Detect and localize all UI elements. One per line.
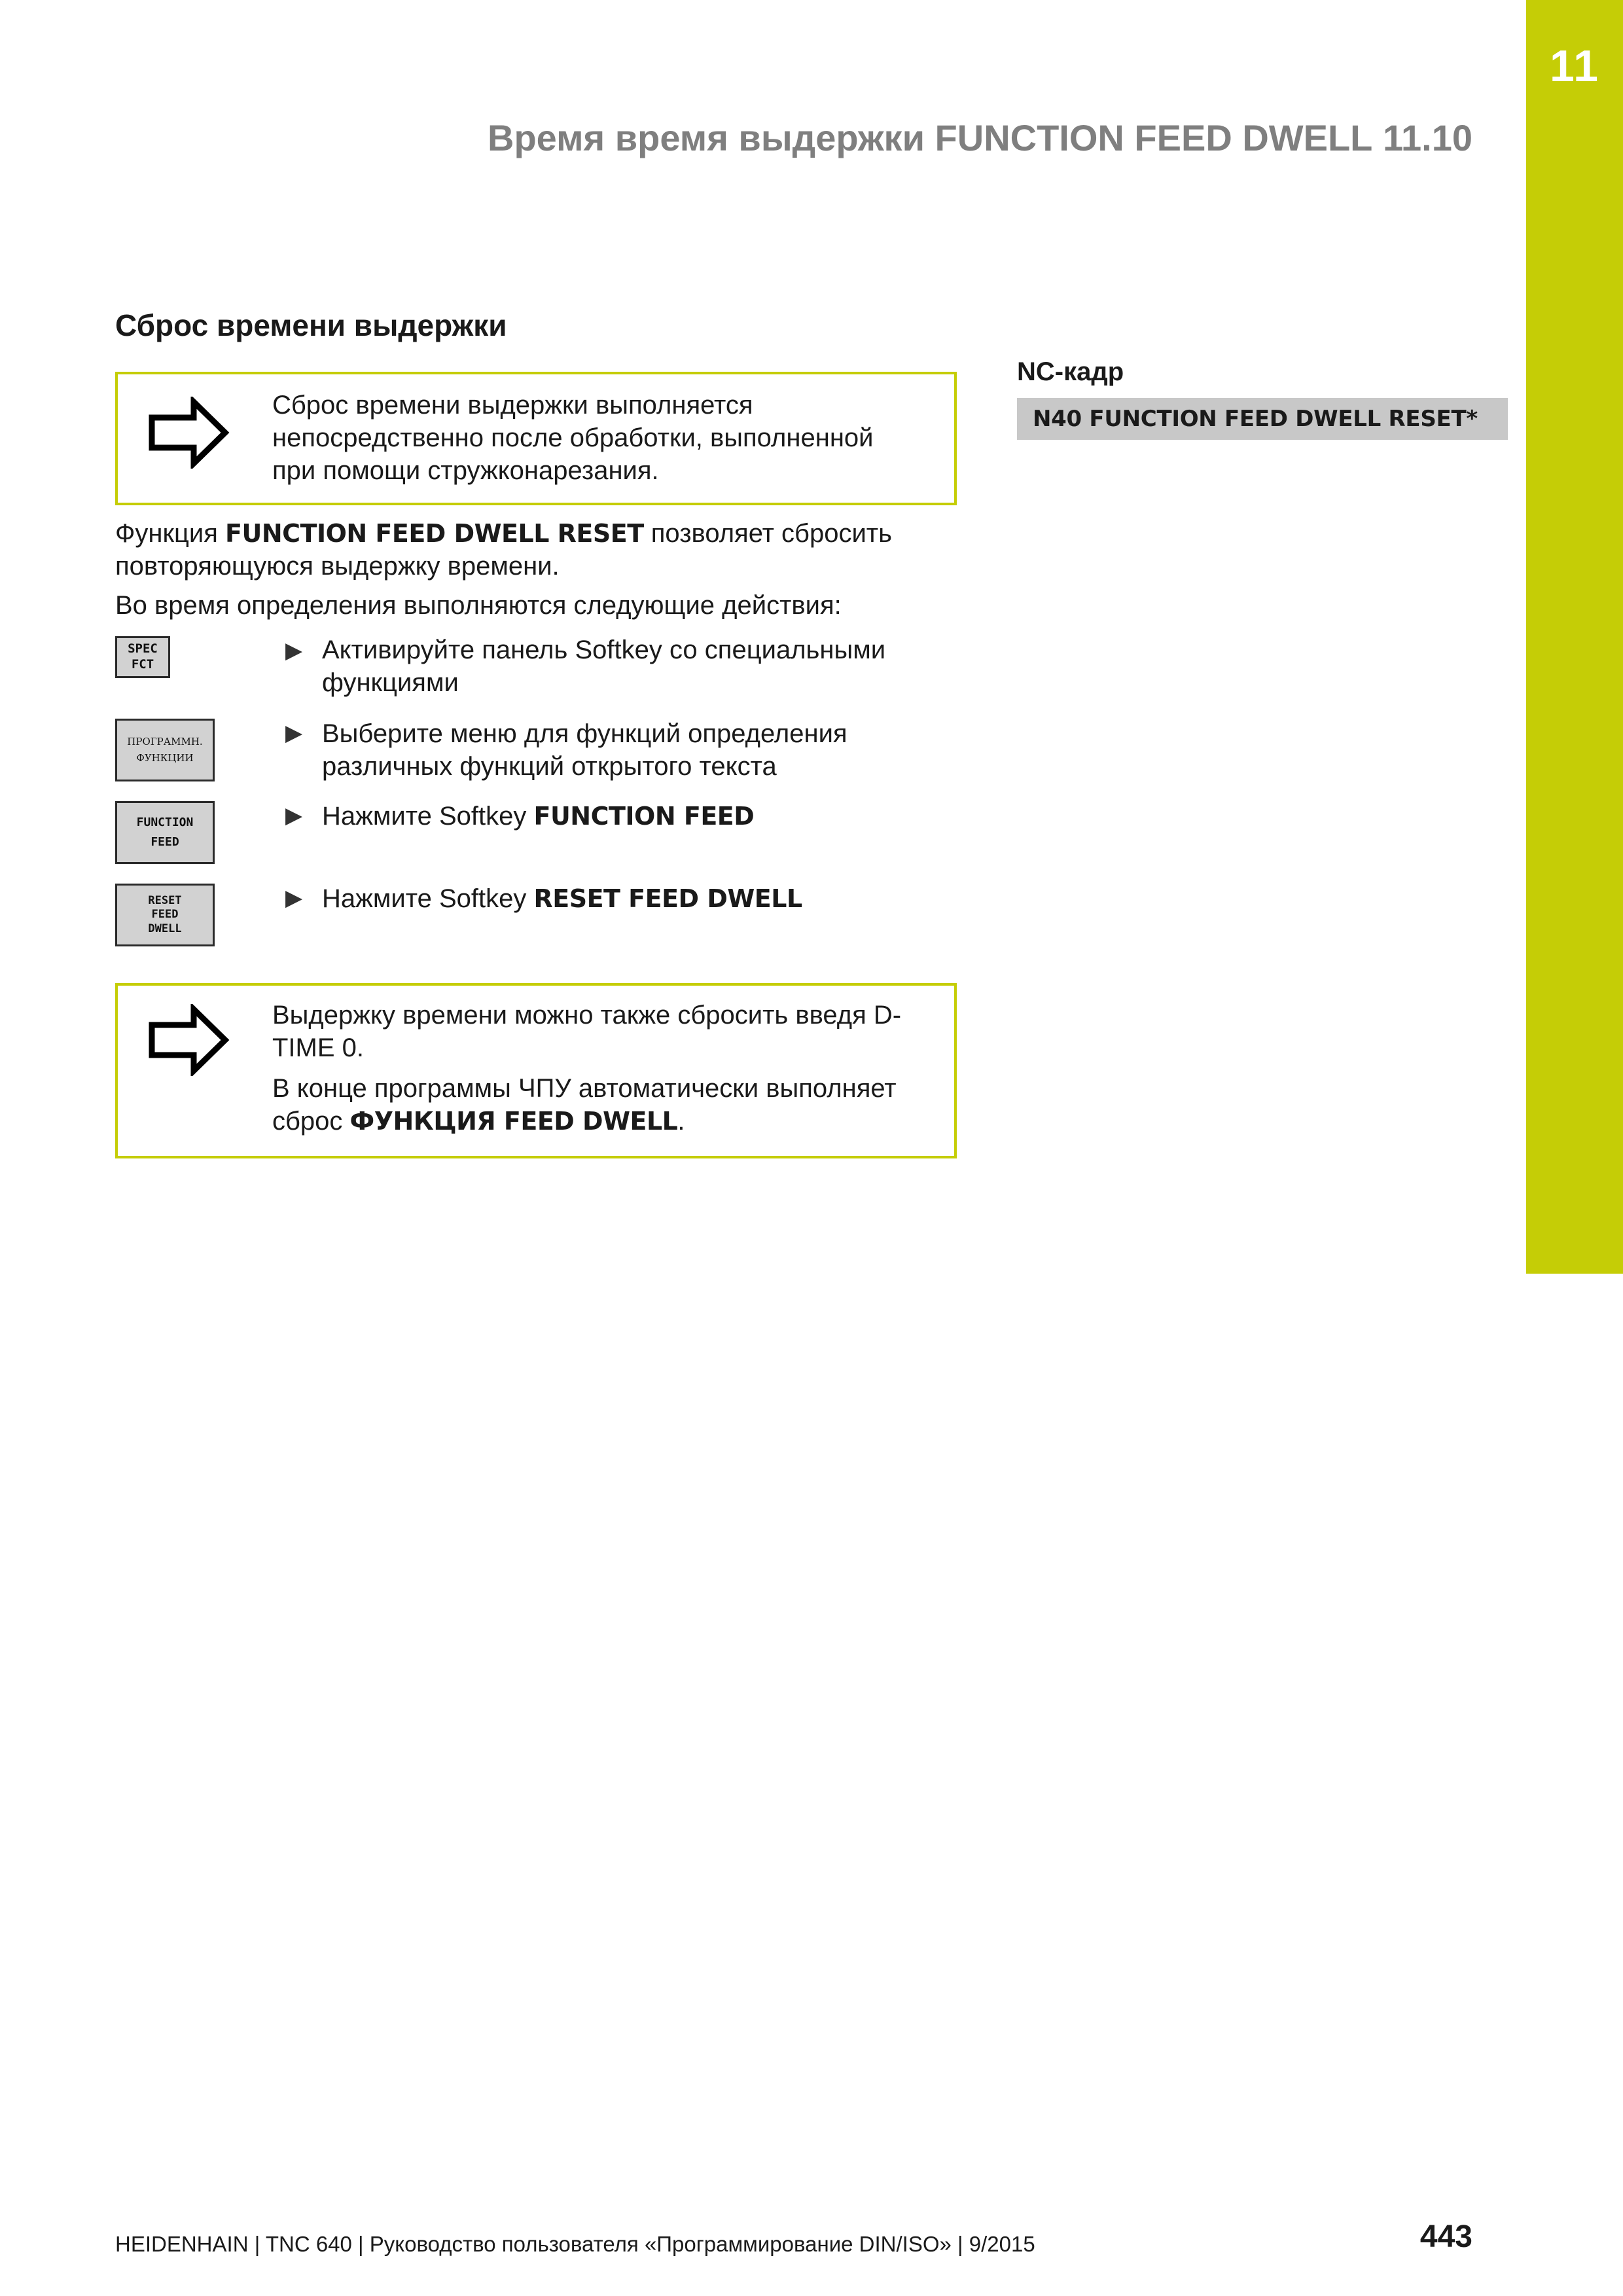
step-text-line: функциями bbox=[322, 668, 459, 697]
softkey-label: ФУНКЦИИ bbox=[136, 752, 194, 764]
spec-fct-key[interactable] bbox=[115, 636, 170, 678]
intro-paragraph-1-line-2: повторяющуюся выдержку времени. bbox=[115, 552, 560, 581]
softkey-label: FEED bbox=[151, 835, 179, 849]
note-1-line: непосредственно после обработки, выполненной bbox=[272, 423, 874, 452]
step-arrow-icon: ▶ bbox=[285, 886, 303, 910]
intro-p1-suffix: позволяет сбросить bbox=[643, 519, 892, 548]
reset-feed-dwell-softkey[interactable] bbox=[115, 884, 215, 946]
step-3-text bbox=[322, 800, 976, 833]
intro-p1-prefix: Функция bbox=[115, 519, 226, 548]
step-text-line: Выберите меню для функций определения bbox=[322, 719, 847, 748]
note-2-prefix: сброс bbox=[272, 1107, 350, 1136]
step-text-code: FUNCTION FEED bbox=[533, 802, 755, 831]
header-section-number: 11.10 bbox=[1382, 117, 1472, 158]
step-text-line: различных функций открытого текста bbox=[322, 752, 777, 781]
note-2-line: Выдержку времени можно также сбросить введя D- bbox=[272, 1001, 902, 1030]
note-1-line: Сброс времени выдержки выполняется bbox=[272, 391, 753, 420]
note-1-line: при помощи стружконарезания. bbox=[272, 456, 659, 485]
function-feed-softkey[interactable] bbox=[115, 801, 215, 864]
right-arrow-icon bbox=[147, 1004, 232, 1076]
running-header bbox=[196, 117, 1472, 159]
nc-block-code: N40 FUNCTION FEED DWELL RESET* bbox=[1017, 398, 1508, 440]
softkey-label: ПРОГРАММН. bbox=[127, 736, 203, 748]
note-2-paragraph-1 bbox=[272, 999, 928, 1064]
page-number: 443 bbox=[1419, 2219, 1472, 2254]
intro-paragraph-2: Во время определения выполняются следующие действия: bbox=[115, 591, 842, 620]
note-1-text bbox=[272, 389, 928, 487]
note-2-line: TIME 0. bbox=[272, 1033, 365, 1062]
note-2-code: ФУНКЦИЯ FEED DWELL bbox=[349, 1107, 678, 1136]
footer-text: HEIDENHAIN | TNC 640 | Руководство пользователя «Программирование DIN/ISO» | 9/2015 bbox=[115, 2232, 1035, 2256]
note-2-paragraph-2 bbox=[272, 1072, 928, 1138]
step-arrow-icon: ▶ bbox=[285, 803, 303, 828]
note-box-1 bbox=[115, 372, 957, 505]
softkey-label: FUNCTION bbox=[136, 815, 194, 829]
note-2-text bbox=[272, 999, 928, 1138]
softkey-label: RESET bbox=[148, 894, 182, 908]
note-2-line: В конце программы ЧПУ автоматически выполняет bbox=[272, 1074, 897, 1103]
step-arrow-icon: ▶ bbox=[285, 638, 303, 663]
right-arrow-icon bbox=[147, 397, 232, 469]
softkey-label: FEED bbox=[151, 908, 179, 922]
step-text-code: RESET FEED DWELL bbox=[533, 884, 802, 913]
softkey-label: FCT bbox=[131, 657, 154, 672]
step-text-prefix: Нажмите Softkey bbox=[322, 802, 534, 831]
step-text-line: Активируйте панель Softkey со специальными bbox=[322, 636, 886, 664]
step-4-text bbox=[322, 882, 976, 915]
intro-p1-code: FUNCTION FEED DWELL RESET bbox=[225, 519, 644, 548]
step-3 bbox=[115, 801, 966, 867]
step-1-text bbox=[322, 634, 976, 699]
chapter-tab bbox=[1526, 0, 1623, 1274]
intro-text bbox=[115, 517, 959, 622]
softkey-label: DWELL bbox=[148, 922, 182, 935]
step-4 bbox=[115, 884, 966, 949]
note-box-2 bbox=[115, 983, 957, 1158]
header-title: Время время выдержки FUNCTION FEED DWELL bbox=[488, 117, 1373, 158]
step-2-text bbox=[322, 717, 976, 783]
step-2 bbox=[115, 719, 966, 784]
softkey-label: SPEC bbox=[128, 641, 158, 656]
step-text-prefix: Нажмите Softkey bbox=[322, 884, 534, 913]
note-2-suffix: . bbox=[677, 1107, 685, 1136]
step-1 bbox=[115, 636, 966, 697]
step-arrow-icon: ▶ bbox=[285, 721, 303, 745]
nc-block-label: NC-кадр bbox=[1017, 357, 1124, 386]
program-functions-softkey[interactable] bbox=[115, 719, 215, 781]
chapter-number: 11 bbox=[1550, 41, 1599, 91]
section-title: Сброс времени выдержки bbox=[115, 308, 507, 342]
intro-paragraph-1 bbox=[115, 517, 959, 550]
